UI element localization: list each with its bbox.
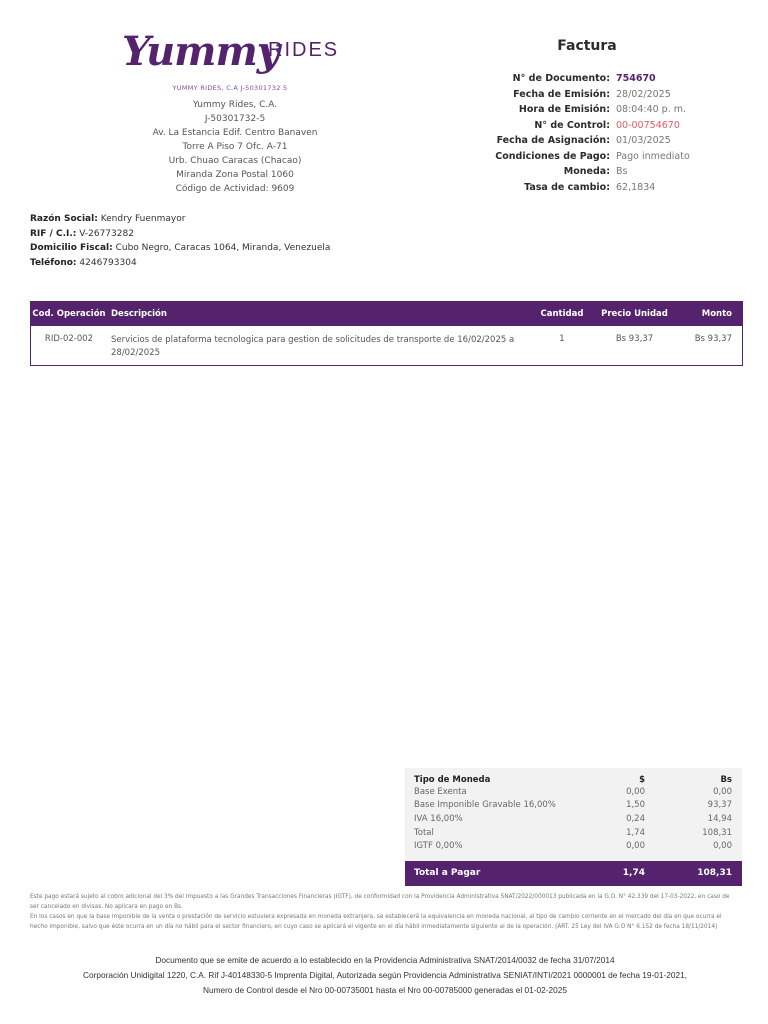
items-table (30, 301, 743, 366)
meta-value: Pago inmediato (616, 150, 690, 162)
meta-assignment-date (440, 133, 760, 149)
company-street: Av. La Estancia Edif. Centro Banaven (152, 128, 318, 138)
totals-label: Total (414, 827, 434, 838)
totals-bs: 14,94 (707, 813, 732, 824)
totals-usd: 0,00 (626, 841, 645, 852)
totals-label: IGTF 0,00% (414, 841, 463, 852)
totals-row (405, 785, 742, 799)
client-phone: 4246793304 (79, 257, 137, 268)
client-address: Cubo Negro, Caracas 1064, Miranda, Venezuela (115, 243, 331, 253)
totals-bs: 0,00 (713, 786, 732, 797)
meta-currency (440, 164, 760, 180)
meta-value: Bs (616, 166, 628, 178)
igtf-note: Este pago estará sujeto al cobro adicional del 3% del Impuesto a las Grandes Transacciones Financieras (IGTF), de conformidad con la Providencia Administrativa SNAT/2022/000013 publicada en la G.O. N° 42.339 del 17-03-2022, en caso de ser cancelado en divisas. No aplicara en pago en Bs. (30, 894, 730, 910)
meta-value: 28/02/2025 (616, 88, 671, 100)
client-address-row (30, 241, 330, 256)
meta-issue-date (440, 87, 760, 103)
meta-value: 62,1834 (616, 181, 656, 193)
totals-row (405, 826, 742, 840)
cell-code: RID-02-002 (44, 334, 94, 344)
meta-label: Tasa de cambio: (524, 181, 610, 193)
legal-line: Corporación Unidigital 1220, C.A. Rif J-40148330-5 Imprenta Digital, Autorizada según Providencia Administrativa SENIAT/INTI/2021 0000001 de fecha 19-01-2021, (82, 970, 688, 980)
meta-label: Hora de Emisión: (518, 104, 610, 116)
footer-notes (30, 893, 740, 933)
client-rif: V-26773282 (79, 228, 134, 239)
client-rif-label: RIF / C.I.: (30, 228, 77, 239)
table-row (31, 326, 742, 365)
totals-usd: 1,50 (626, 800, 645, 811)
total-to-pay-usd: 1,74 (622, 868, 645, 879)
meta-value: 754670 (616, 73, 656, 85)
meta-label: Moneda: (563, 166, 610, 178)
totals-row (405, 812, 742, 826)
totals-row (405, 799, 742, 813)
legal-line: Documento que se emite de acuerdo a lo establecido en la Providencia Administrativa SNAT/2014/0032 de fecha 31/07/2014 (155, 955, 615, 965)
legal-line: Numero de Control desde el Nro 00-00735001 hasta el Nro 00-00785000 generadas el 01-02-2025 (203, 985, 567, 995)
company-urb: Urb. Chuao Caracas (Chacao) (168, 156, 302, 166)
client-address-label: Domicilio Fiscal: (30, 243, 113, 253)
header-description: Descripción (111, 308, 167, 319)
client-phone-row (30, 256, 330, 271)
totals-row (405, 839, 742, 853)
cell-unit-price: Bs 93,37 (615, 334, 654, 344)
meta-label: Fecha de Asignación: (496, 135, 610, 147)
totals-label: Base Exenta (414, 786, 467, 797)
client-phone-label: Teléfono: (30, 257, 77, 268)
header-unit-price: Precio Unidad (601, 309, 668, 319)
company-rif: J-50301732-5 (204, 114, 266, 124)
header-quantity: Cantidad (540, 309, 584, 319)
meta-value: 08:04:40 p. m. (616, 104, 687, 116)
cell-quantity: 1 (559, 334, 565, 344)
totals-header (405, 768, 742, 785)
cell-amount: Bs 93,37 (694, 334, 732, 344)
meta-payment-conditions (440, 149, 760, 165)
invoice-title: Factura (557, 38, 617, 54)
company-logo (122, 28, 352, 78)
company-activity-code: Código de Actividad: 9609 (175, 184, 295, 194)
company-office: Torre A Piso 7 Ofc. A-71 (182, 142, 288, 152)
meta-issue-time (440, 102, 760, 118)
totals-bs: 108,31 (702, 827, 732, 838)
total-to-pay-label: Total a Pagar (414, 868, 481, 879)
totals-label: IVA 16,00% (414, 813, 463, 824)
totals-header-type: Tipo de Moneda (414, 775, 491, 785)
items-table-header (31, 302, 742, 326)
company-tagline: YUMMY RIDES, C.A J-50301732 5 (172, 84, 288, 92)
total-to-pay-row (405, 861, 742, 886)
totals-table (405, 768, 742, 886)
meta-control-number (440, 118, 760, 134)
meta-label: Fecha de Emisión: (513, 88, 610, 100)
client-name-row (30, 212, 330, 227)
meta-value: 00-00754670 (616, 119, 680, 131)
meta-label: Condiciones de Pago: (495, 150, 610, 162)
meta-value: 01/03/2025 (616, 135, 671, 147)
meta-label: N° de Control: (534, 119, 610, 131)
cell-description: Servicios de plataforma tecnologica para gestion de solicitudes de transporte de 16/02/2025 a 28/02/2025 (111, 335, 515, 358)
invoice-meta (440, 71, 760, 195)
totals-header-usd: $ (639, 775, 645, 785)
meta-label: N° de Documento: (512, 73, 610, 85)
header-code: Cod. Operación (32, 309, 106, 319)
totals-bs: 93,37 (707, 800, 732, 811)
totals-usd: 0,00 (626, 786, 645, 797)
company-name: Yummy Rides, C.A. (192, 100, 278, 110)
totals-usd: 0,24 (626, 813, 645, 824)
totals-label: Base Imponible Gravable 16,00% (414, 800, 556, 811)
legal-footer (60, 953, 710, 998)
client-name-label: Razón Social: (30, 214, 98, 224)
exchange-note: En los casos en que la base imponible de la venta o prestación de servicio estuviera expresada en moneda extranjera, se establecerá la equivalencia en moneda nacional, al tipo de cambio corriente en el mercado del día en que ocurra el hecho imponible, salvo que éste ocurra en un día no hábil para el sector financiero, en cuyo caso se aplicará el vigente en el día hábil inmediatamente siguiente al de la operación. (ART. 25 Ley del IVA G.O N° 6.152 de fecha 18/11/2014) (30, 914, 722, 930)
totals-header-bs: Bs (720, 775, 732, 785)
logo-rides: RIDES (268, 39, 340, 61)
client-rif-row (30, 227, 330, 242)
company-address (110, 98, 360, 196)
company-zone: Miranda Zona Postal 1060 (176, 170, 294, 180)
logo-wordmark: Yummy (122, 28, 280, 75)
totals-usd: 1,74 (626, 827, 645, 838)
client-info (30, 212, 330, 270)
meta-document-number (440, 71, 760, 87)
header-amount: Monto (701, 309, 732, 319)
meta-exchange-rate (440, 180, 760, 196)
total-to-pay-bs: 108,31 (697, 868, 732, 879)
client-name: Kendry Fuenmayor (100, 214, 186, 224)
totals-bs: 0,00 (713, 841, 732, 852)
